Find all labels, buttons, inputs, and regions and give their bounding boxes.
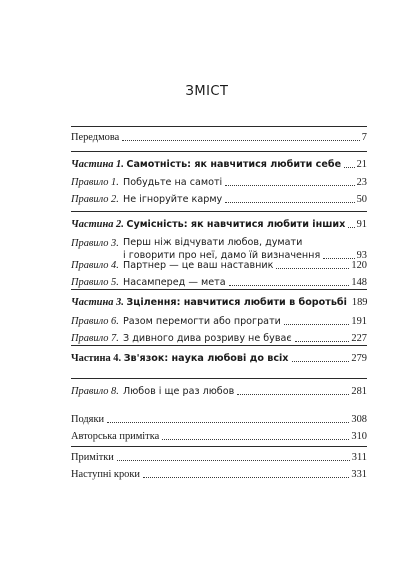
divider	[71, 345, 367, 346]
dot-leader	[295, 340, 350, 342]
rule-number: Правило 7.	[71, 333, 119, 344]
dot-leader	[225, 201, 354, 203]
entry-label: Подяки	[71, 414, 105, 425]
dot-leader	[229, 284, 350, 286]
toc-entry-part-4[interactable]	[71, 351, 367, 365]
entry-label: Передмова	[71, 132, 120, 143]
divider	[71, 151, 367, 152]
toc-entry-rule-4[interactable]	[71, 258, 367, 272]
page-number: 310	[351, 431, 367, 442]
entry-label	[71, 332, 292, 345]
toc-entry-part-3[interactable]	[71, 295, 367, 309]
page-number: 189	[351, 297, 368, 308]
divider	[71, 211, 367, 212]
part-title: Сумісність: як навчитися любити інших	[126, 219, 346, 230]
rule-number: Правило 5.	[71, 277, 119, 288]
entry-label	[71, 276, 226, 289]
page-number: 21	[356, 159, 367, 170]
dot-leader	[162, 438, 349, 440]
entry-label: Наступні кроки	[71, 469, 140, 480]
rule-number: Правило 8.	[71, 386, 119, 397]
rule-title: Любов і ще раз любов	[123, 386, 235, 397]
toc-entry-rule-1[interactable]	[71, 175, 367, 189]
entry-label: Примітки	[71, 452, 114, 463]
part-title: Самотність: як навчитися любити себе	[126, 159, 342, 170]
entry-label: Авторська примітка	[71, 431, 160, 442]
page-title: ЗМІСТ	[185, 84, 229, 99]
page-number: 311	[351, 452, 367, 463]
divider	[71, 126, 367, 127]
page-number: 91	[356, 219, 367, 230]
page-number: 50	[356, 194, 367, 205]
part-title: Зцілення: навчитися любити в боротьбі	[126, 297, 347, 308]
dot-leader	[122, 139, 360, 141]
page-number: 23	[356, 177, 367, 188]
page-number: 148	[351, 277, 367, 288]
toc-entry-thanks[interactable]	[71, 412, 367, 426]
entry-label	[71, 352, 289, 365]
rule-number: Правило 4.	[71, 260, 119, 271]
entry-label	[71, 315, 281, 328]
rule-title: Разом перемогти або програти	[123, 316, 281, 327]
page-number: 308	[351, 414, 367, 425]
part-number: Частина 2.	[71, 219, 124, 230]
dot-leader	[348, 226, 354, 228]
toc-entry-foreword[interactable]	[71, 130, 367, 144]
dot-leader	[276, 267, 349, 269]
rule-number: Правило 1.	[71, 177, 119, 188]
rule-title: Не ігноруйте карму	[123, 194, 223, 205]
toc-entry-rule-5[interactable]	[71, 275, 367, 289]
dot-leader	[107, 421, 349, 423]
toc-entry-rule-8[interactable]	[71, 384, 367, 398]
part-number: Частина 3.	[71, 297, 124, 308]
part-title: Зв'язок: наука любові до всіх	[123, 353, 289, 364]
divider	[71, 289, 367, 290]
toc-entry-author-note[interactable]	[71, 429, 367, 443]
part-number: Частина 1.	[71, 159, 124, 170]
dot-leader	[344, 166, 355, 168]
toc-entry-part-2[interactable]	[71, 217, 367, 231]
rule-title: Насамперед — мета	[123, 277, 226, 288]
page-number: 281	[351, 386, 367, 397]
dot-leader	[284, 323, 350, 325]
entry-label	[71, 158, 341, 171]
rule-number: Правило 3.	[71, 238, 119, 249]
toc-entry-part-1[interactable]	[71, 157, 367, 171]
entry-label	[71, 193, 222, 206]
page-number: 331	[351, 469, 367, 480]
page-number: 7	[361, 132, 367, 143]
toc-entry-next-steps[interactable]	[71, 467, 367, 481]
page-number: 227	[351, 333, 367, 344]
entry-label	[71, 176, 222, 189]
rule-title-continued: і говорити про неї, дамо їй визначення	[123, 250, 321, 261]
divider	[71, 378, 367, 379]
part-number: Частина 4.	[71, 353, 122, 364]
divider	[71, 446, 367, 447]
dot-leader	[117, 459, 350, 461]
entry-label	[71, 218, 345, 231]
rule-title: З дивного дива розриву не буває	[123, 333, 292, 344]
entry-label	[71, 259, 273, 272]
entry-label	[71, 296, 347, 309]
rule-number: Правило 6.	[71, 316, 119, 327]
entry-label	[71, 385, 234, 398]
toc-entry-rule-6[interactable]	[71, 314, 367, 328]
toc-entry-notes[interactable]	[71, 450, 367, 464]
dot-leader	[292, 360, 350, 362]
rule-title: Партнер — це ваш наставник	[123, 260, 274, 271]
page-number: 279	[351, 353, 367, 364]
dot-leader	[237, 393, 349, 395]
toc-entry-rule-2[interactable]	[71, 192, 367, 206]
dot-leader	[143, 476, 349, 478]
dot-leader	[225, 184, 354, 186]
page-number: 191	[351, 316, 367, 327]
page-number: 120	[351, 260, 367, 271]
rule-title: Побудьте на самоті	[123, 177, 223, 188]
rule-title: Перш ніж відчувати любов, думати	[123, 237, 303, 248]
toc-entry-rule-7[interactable]	[71, 331, 367, 345]
page-number: 93	[356, 250, 367, 261]
rule-number: Правило 2.	[71, 194, 119, 205]
